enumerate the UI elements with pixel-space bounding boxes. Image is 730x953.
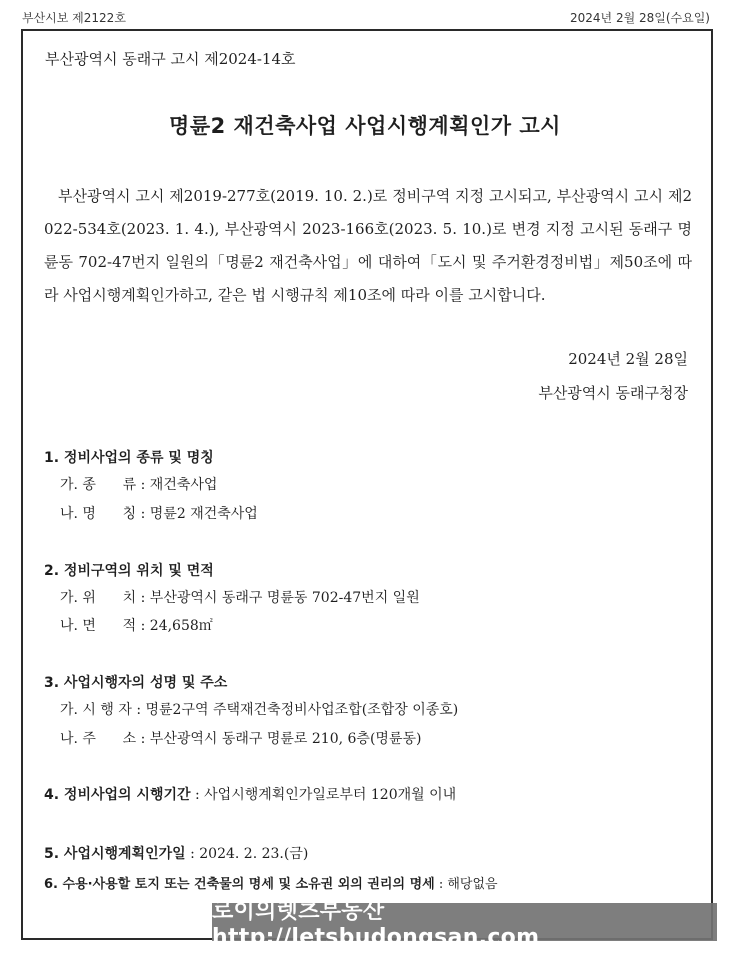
section-4 xyxy=(44,784,456,804)
section-2-heading: 2. 정비구역의 위치 및 면적 xyxy=(44,563,214,579)
section-4-value: : 사업시행계획인가일로부터 120개월 이내 xyxy=(190,787,457,803)
section-3-heading: 3. 사업시행자의 성명 및 주소 xyxy=(44,675,228,691)
page-header xyxy=(22,7,710,25)
section-5 xyxy=(44,843,308,863)
section-5-heading: 5. 사업시행계획인가일 xyxy=(44,846,186,862)
section-3-item-operator: 가. 시 행 자 : 명륜2구역 주택재건축정비사업조합(조합장 이종호) xyxy=(60,702,459,718)
section-6-value: : 해당없음 xyxy=(434,877,498,892)
notice-date: 2024년 2월 28일 xyxy=(568,350,688,368)
gazette-date: 2024년 2월 28일(수요일) xyxy=(570,11,710,25)
section-5-value: : 2024. 2. 23.(금) xyxy=(185,846,309,862)
notice-number: 부산광역시 동래구 고시 제2024-14호 xyxy=(45,50,296,68)
section-6-heading: 6. 수용·사용할 토지 또는 건축물의 명세 및 소유권 외의 권리의 명세 xyxy=(44,877,435,892)
section-2-item-location: 가. 위 치 : 부산광역시 동래구 명륜동 702-47번지 일원 xyxy=(60,590,420,606)
gazette-issue: 부산시보 제2122호 xyxy=(22,11,126,25)
section-1-item-type: 가. 종 류 : 재건축사업 xyxy=(60,477,218,493)
notice-body: 부산광역시 고시 제2019-277호(2019. 10. 2.)로 정비구역 지정 고시되고, 부산광역시 고시 제2022-534호(2023. 1. 4.), 부산광역시 2023-166호(2023. 5. 10.)로 변경 지정 고시된 동래구 명륜동 702-47번지 일원의「명륜2 재건축사업」에 대하여「도시 및 주거환경정비법」제50조에 따라 사업시행계획인가하고, 같은 법 시행규칙 제10조에 따라 이를 고시합니다. xyxy=(44,187,692,304)
section-3-item-address: 나. 주 소 : 부산광역시 동래구 명륜로 210, 6층(명륜동) xyxy=(60,731,422,747)
section-1-item-name: 나. 명 칭 : 명륜2 재건축사업 xyxy=(60,506,258,522)
section-6 xyxy=(44,873,498,892)
section-2-item-area: 나. 면 적 : 24,658㎡ xyxy=(60,618,213,634)
section-4-heading: 4. 정비사업의 시행기간 xyxy=(44,787,191,803)
notice-title: 명륜2 재건축사업 사업시행계획인가 고시 xyxy=(169,114,561,138)
notice-issuer: 부산광역시 동래구청장 xyxy=(538,384,688,402)
watermark-banner: 로이의렛츠부동산 http://letsbudongsan.com xyxy=(212,903,717,941)
section-1-heading: 1. 정비사업의 종류 및 명칭 xyxy=(44,450,214,466)
